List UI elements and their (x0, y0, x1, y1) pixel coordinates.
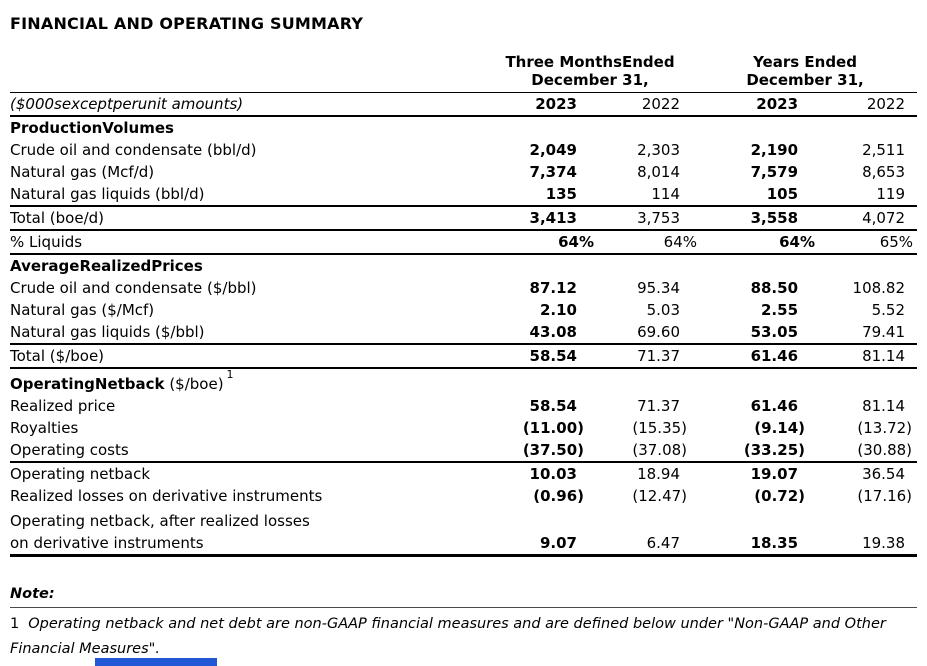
value-cell: 2.10 (539, 301, 577, 319)
value-cell (798, 254, 917, 277)
value-cell: 71.37 (637, 397, 681, 415)
value-cell: 18.35 (750, 534, 799, 552)
row-label: OperatingNetback ($/boe)$^1$ (10, 368, 460, 395)
unit-note: ($000sexceptperunit amounts) (10, 93, 460, 117)
value-cell: 53.05 (750, 323, 799, 341)
row-label: Natural gas (Mcf/d) (10, 163, 155, 181)
table-row (10, 254, 917, 277)
table-row (10, 485, 917, 507)
year-header: 2023 (680, 93, 798, 117)
value-cell: 8,014 (637, 163, 681, 181)
table-row (10, 321, 917, 344)
value-cell: 3,413 (460, 206, 577, 230)
value-cell: 3,753 (577, 206, 680, 230)
value-cell: 2,303 (637, 141, 681, 159)
value-cell: 64% (577, 230, 680, 254)
row-label: Total ($/boe) (10, 344, 460, 368)
year-header-row (10, 93, 917, 117)
value-cell: 2,511 (862, 141, 906, 159)
header-spacer (10, 53, 460, 93)
value-cell: 58.54 (529, 397, 577, 415)
value-cell: 108.82 (852, 279, 906, 297)
value-cell: (0.96) (533, 487, 584, 505)
value-cell: (11.00) (522, 419, 584, 437)
value-cell: 7,374 (529, 163, 577, 181)
value-cell: 88.50 (750, 279, 799, 297)
table-row (10, 395, 917, 417)
value-cell: 9.07 (539, 534, 577, 552)
row-label: Operating costs (10, 441, 129, 459)
value-cell: 61.46 (750, 397, 799, 415)
value-cell (577, 116, 680, 139)
value-cell: 71.37 (577, 344, 680, 368)
row-label: Realized price (10, 397, 116, 415)
row-label: AverageRealizedPrices (10, 254, 460, 277)
value-cell (460, 116, 577, 139)
value-cell: 18.94 (577, 462, 680, 485)
row-label: Natural gas liquids ($/bbl) (10, 323, 205, 341)
row-label: % Liquids (10, 230, 460, 254)
period-line2: December 31, (746, 71, 864, 89)
value-cell: (13.72) (857, 419, 913, 437)
period-line2: December 31, (531, 71, 649, 89)
value-cell: 114 (651, 185, 681, 203)
value-cell (460, 368, 577, 395)
value-cell: 5.03 (646, 301, 681, 319)
row-label: Natural gas ($/Mcf) (10, 301, 155, 319)
value-cell (577, 254, 680, 277)
value-cell: 7,579 (750, 163, 799, 181)
table-row (10, 116, 917, 139)
value-cell: 119 (876, 185, 906, 203)
table-row (10, 299, 917, 321)
table-row (10, 439, 917, 462)
row-label: Crude oil and condensate ($/bbl) (10, 279, 257, 297)
table-row (10, 230, 917, 254)
table-row (10, 368, 917, 395)
value-cell: 4,072 (798, 206, 917, 230)
year-header: 2023 (460, 93, 577, 117)
table-row (10, 139, 917, 161)
value-cell: 61.46 (680, 344, 798, 368)
value-cell: (17.16) (857, 487, 913, 505)
row-label: Total (boe/d) (10, 206, 460, 230)
period-line1: Three MonthsEnded (505, 53, 675, 71)
year-header: 2022 (798, 93, 917, 117)
value-cell: (9.14) (754, 419, 806, 437)
row-label: Natural gas liquids (bbl/d) (10, 185, 205, 203)
value-cell: 81.14 (862, 397, 906, 415)
value-cell: 105 (766, 185, 799, 203)
value-cell (680, 116, 798, 139)
value-cell: 10.03 (460, 462, 577, 485)
value-cell: (37.08) (632, 441, 688, 459)
value-cell (798, 116, 917, 139)
value-cell: 2,190 (750, 141, 799, 159)
value-cell: 64% (680, 230, 798, 254)
value-cell: 8,653 (862, 163, 906, 181)
footnote-list (10, 612, 917, 662)
value-cell: (33.25) (743, 441, 806, 459)
value-cell: (30.88) (857, 441, 913, 459)
note-heading: Note: (10, 586, 917, 608)
table-row (10, 507, 917, 556)
value-cell: 36.54 (798, 462, 917, 485)
value-cell (798, 368, 917, 395)
value-cell: 81.14 (798, 344, 917, 368)
row-label: ProductionVolumes (10, 119, 174, 137)
row-label: Operating netback (10, 462, 460, 485)
value-cell (680, 368, 798, 395)
financial-summary-table (10, 53, 917, 557)
partial-blue-bar (95, 658, 217, 666)
footnote-text: 1 Operating netback and net debt are non-GAAP financial measures and are defined below under "Non-GAAP and Other Financial Measures". (10, 616, 886, 657)
table-row (10, 344, 917, 368)
value-cell: 2.55 (761, 301, 799, 319)
period-header-row (10, 53, 917, 93)
value-cell: 19.07 (680, 462, 798, 485)
value-cell: 3,558 (680, 206, 798, 230)
value-cell (680, 254, 798, 277)
value-cell: 64% (460, 230, 577, 254)
three-months-header (460, 53, 680, 93)
value-cell: (15.35) (632, 419, 688, 437)
row-label: Realized losses on derivative instruments (10, 487, 323, 505)
row-label: Operating netback, after realized losses on derivative instruments (10, 512, 310, 552)
value-cell: 65% (798, 230, 917, 254)
value-cell: (37.50) (522, 441, 584, 459)
value-cell: 58.54 (460, 344, 577, 368)
value-cell: 43.08 (529, 323, 577, 341)
value-cell: (0.72) (754, 487, 806, 505)
table-row (10, 417, 917, 439)
page-title: FINANCIAL AND OPERATING SUMMARY (10, 14, 364, 33)
table-row (10, 161, 917, 183)
value-cell: 79.41 (862, 323, 906, 341)
note-section (10, 586, 917, 662)
value-cell: 19.38 (862, 534, 906, 552)
value-cell (460, 254, 577, 277)
value-cell: 95.34 (637, 279, 681, 297)
row-label: Royalties (10, 419, 79, 437)
value-cell: 2,049 (529, 141, 577, 159)
period-line1: Years Ended (753, 53, 857, 71)
value-cell (577, 368, 680, 395)
row-label: Crude oil and condensate (bbl/d) (10, 141, 257, 159)
table-row (10, 462, 917, 485)
value-cell: 6.47 (646, 534, 681, 552)
years-ended-header (680, 53, 917, 93)
value-cell: 87.12 (529, 279, 577, 297)
footnote-ref: 1 (226, 368, 234, 381)
table-row (10, 206, 917, 230)
value-cell: 69.60 (637, 323, 681, 341)
table-row (10, 183, 917, 206)
table-row (10, 277, 917, 299)
summary-table-body (10, 116, 917, 556)
year-header: 2022 (577, 93, 680, 117)
value-cell: 135 (545, 185, 577, 203)
value-cell: 5.52 (871, 301, 906, 319)
value-cell: (12.47) (632, 487, 688, 505)
